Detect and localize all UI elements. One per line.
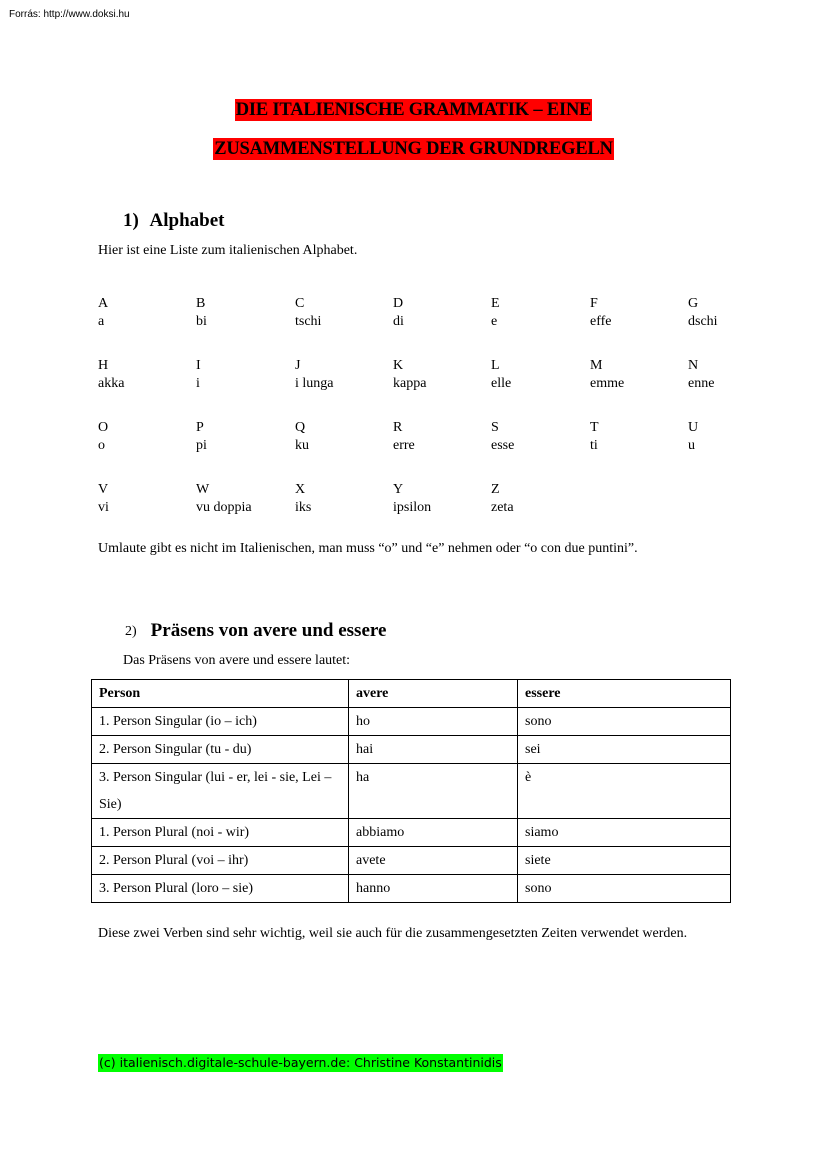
letter-name: vu doppia xyxy=(196,500,252,515)
alphabet-letter-p xyxy=(196,419,207,455)
alphabet-letter-l xyxy=(491,357,511,393)
letter: A xyxy=(98,296,109,311)
title-line-1-text: DIE ITALIENISCHE GRAMMATIK – EINE xyxy=(235,100,592,120)
letter-name: kappa xyxy=(393,376,427,391)
letter: U xyxy=(688,420,699,435)
umlaut-note: Umlaute gibt es nicht im Italienischen, man muss “o” und “e” nehmen oder “o con due puntini”. xyxy=(98,541,638,556)
person-cell: 1. Person Plural (noi - wir) xyxy=(92,819,349,847)
alphabet-letter-d xyxy=(393,295,404,331)
avere-cell: ho xyxy=(349,708,518,736)
alphabet-letter-o xyxy=(98,419,108,455)
alphabet-letter-h xyxy=(98,357,124,393)
conjugation-table xyxy=(91,679,731,903)
alphabet-letter-s xyxy=(491,419,514,455)
essere-cell: siamo xyxy=(518,819,731,847)
title-line-2-text: ZUSAMMENSTELLUNG DER GRUNDREGELN xyxy=(214,139,613,159)
person-cell: 3. Person Singular (lui - er, lei - sie, Lei – Sie) xyxy=(92,764,349,819)
person-cell: 3. Person Plural (loro – sie) xyxy=(92,875,349,903)
alphabet-letter-v xyxy=(98,481,109,517)
letter: O xyxy=(98,420,109,435)
section-2-title: Präsens von avere und essere xyxy=(150,620,387,641)
letter-name: o xyxy=(98,438,105,453)
letter-name: enne xyxy=(688,376,715,391)
letter: C xyxy=(295,296,305,311)
header-essere: essere xyxy=(518,680,731,708)
letter: E xyxy=(491,296,500,311)
letter-name: dschi xyxy=(688,314,718,329)
letter-name: elle xyxy=(491,376,512,391)
closing-paragraph: Diese zwei Verben sind sehr wichtig, weil sie auch für die zusammengesetzten Zeiten verwendet werden. xyxy=(98,926,688,941)
section-1-number: 1) xyxy=(123,210,139,231)
essere-cell: sei xyxy=(518,736,731,764)
section-1-title: Alphabet xyxy=(149,210,225,231)
alphabet-letter-c xyxy=(295,295,321,331)
letter: F xyxy=(590,296,598,311)
alphabet-row xyxy=(98,481,738,543)
letter: J xyxy=(295,358,301,373)
avere-cell: ha xyxy=(349,764,518,819)
letter-name: tschi xyxy=(295,314,322,329)
alphabet-letter-g xyxy=(688,295,718,331)
alphabet-row xyxy=(98,295,738,357)
letter: S xyxy=(491,420,499,435)
alphabet-letter-x xyxy=(295,481,311,517)
section-2-number: 2) xyxy=(125,624,137,639)
alphabet-grid xyxy=(98,295,738,543)
essere-cell: sono xyxy=(518,875,731,903)
letter-name: ku xyxy=(295,438,309,453)
alphabet-letter-i xyxy=(196,357,201,393)
alphabet-letter-r xyxy=(393,419,415,455)
letter: T xyxy=(590,420,599,435)
letter-name: zeta xyxy=(491,500,514,515)
letter-name: i xyxy=(196,376,200,391)
essere-cell: è xyxy=(518,764,731,819)
person-cell: 2. Person Plural (voi – ihr) xyxy=(92,847,349,875)
alphabet-row xyxy=(98,357,738,419)
section-2-heading xyxy=(125,620,386,642)
letter-name: iks xyxy=(295,500,312,515)
avere-cell: hanno xyxy=(349,875,518,903)
table-row xyxy=(92,764,731,819)
alphabet-letter-u xyxy=(688,419,698,455)
alphabet-letter-q xyxy=(295,419,309,455)
letter: H xyxy=(98,358,109,373)
letter: B xyxy=(196,296,206,311)
alphabet-letter-n xyxy=(688,357,714,393)
essere-cell: siete xyxy=(518,847,731,875)
alphabet-letter-j xyxy=(295,357,334,393)
letter-name: di xyxy=(393,314,404,329)
avere-cell: abbiamo xyxy=(349,819,518,847)
letter-name: akka xyxy=(98,376,125,391)
letter: Y xyxy=(393,482,404,497)
source-note: Forrás: http://www.doksi.hu xyxy=(9,9,130,20)
alphabet-letter-z xyxy=(491,481,514,517)
letter-name: esse xyxy=(491,438,515,453)
letter: W xyxy=(196,482,210,497)
avere-cell: avete xyxy=(349,847,518,875)
letter: G xyxy=(688,296,699,311)
letter-name: effe xyxy=(590,314,612,329)
alphabet-letter-e xyxy=(491,295,500,331)
table-row xyxy=(92,708,731,736)
letter: X xyxy=(295,482,306,497)
letter-name: i lunga xyxy=(295,376,334,391)
alphabet-letter-b xyxy=(196,295,207,331)
table-header-row xyxy=(92,680,731,708)
alphabet-row xyxy=(98,419,738,481)
alphabet-letter-a xyxy=(98,295,108,331)
letter-name: ti xyxy=(590,438,598,453)
alphabet-letter-m xyxy=(590,357,624,393)
letter-name: emme xyxy=(590,376,625,391)
letter: K xyxy=(393,358,404,373)
letter-name: a xyxy=(98,314,105,329)
letter: P xyxy=(196,420,204,435)
letter: V xyxy=(98,482,109,497)
avere-cell: hai xyxy=(349,736,518,764)
letter: I xyxy=(196,358,201,373)
table-row xyxy=(92,819,731,847)
person-cell: 1. Person Singular (io – ich) xyxy=(92,708,349,736)
alphabet-letter-f xyxy=(590,295,612,331)
letter-name: e xyxy=(491,314,498,329)
section-1-heading xyxy=(123,210,225,232)
footer-credit: (c) italienisch.digitale-schule-bayern.de: Christine Konstantinidis xyxy=(99,1055,502,1070)
letter-name: vi xyxy=(98,500,109,515)
letter-name: erre xyxy=(393,438,415,453)
header-avere: avere xyxy=(349,680,518,708)
letter-name: ipsilon xyxy=(393,500,432,515)
header-person: Person xyxy=(92,680,349,708)
essere-cell: sono xyxy=(518,708,731,736)
person-cell: 2. Person Singular (tu - du) xyxy=(92,736,349,764)
letter-name: u xyxy=(688,438,695,453)
verbs-intro: Das Präsens von avere und essere lautet: xyxy=(123,653,351,668)
letter-name: pi xyxy=(196,438,207,453)
letter: D xyxy=(393,296,404,311)
document-title-line-1 xyxy=(0,100,827,121)
letter: R xyxy=(393,420,403,435)
table-row xyxy=(92,875,731,903)
letter: Q xyxy=(295,420,306,435)
letter: Z xyxy=(491,482,500,497)
document-title-line-2 xyxy=(0,139,827,160)
table-row xyxy=(92,847,731,875)
letter: M xyxy=(590,358,603,373)
alphabet-letter-t xyxy=(590,419,599,455)
alphabet-intro: Hier ist eine Liste zum italienischen Alphabet. xyxy=(98,243,358,258)
letter: L xyxy=(491,358,500,373)
letter-name: bi xyxy=(196,314,207,329)
alphabet-letter-k xyxy=(393,357,426,393)
alphabet-letter-y xyxy=(393,481,431,517)
table-row xyxy=(92,736,731,764)
letter: N xyxy=(688,358,699,373)
alphabet-letter-w xyxy=(196,481,252,517)
